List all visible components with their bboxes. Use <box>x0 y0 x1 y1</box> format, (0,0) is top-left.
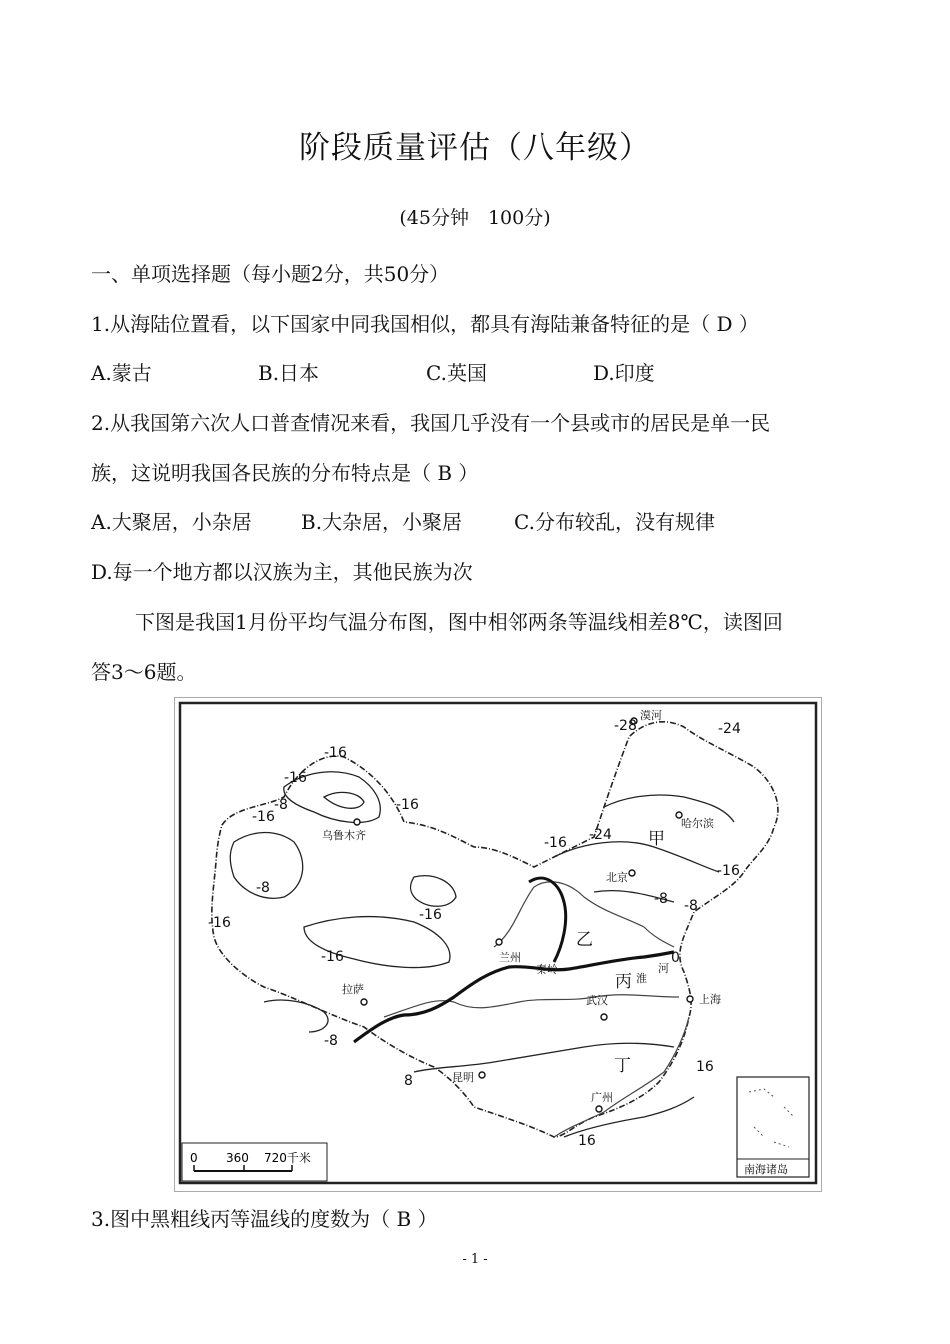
isotherm-value: -8 <box>684 898 698 914</box>
isotherm-value: 8 <box>404 1073 413 1089</box>
isotherm-value: -16 <box>252 809 275 825</box>
scale-end: 720千米 <box>264 1151 311 1165</box>
isotherm-value: -16 <box>396 797 419 813</box>
option-c: C.英国 <box>426 361 487 385</box>
map-scale-bar <box>182 1143 327 1181</box>
city-dot-guangzhou <box>596 1106 602 1112</box>
city-urumqi: 乌鲁木齐 <box>322 829 366 842</box>
map-intro-line2: 答3～6题。 <box>91 660 197 684</box>
question-2-stem-line2: 族，这说明我国各民族的分布特点是（ B ） <box>91 461 479 485</box>
isotherm-value: -16 <box>544 835 567 851</box>
city-guangzhou: 广州 <box>591 1091 613 1104</box>
inset-label: 南海诸岛 <box>744 1163 788 1176</box>
city-dot-kunming <box>479 1072 485 1078</box>
city-shanghai: 上海 <box>699 993 721 1006</box>
city-mohe: 漠河 <box>640 709 662 722</box>
city-dot-lhasa <box>361 999 367 1005</box>
option-b: B.大杂居，小聚居 <box>301 510 463 534</box>
option-b: B.日本 <box>258 361 320 385</box>
isotherm-value: -16 <box>419 907 442 923</box>
isotherm-value: -16 <box>208 915 231 931</box>
isotherm-value: -16 <box>284 770 307 786</box>
label-he: 河 <box>658 962 669 975</box>
isotherm-value: -8 <box>274 797 288 813</box>
isotherm-value: -8 <box>256 880 270 896</box>
isotherm-value: -24 <box>718 721 741 737</box>
isotherm-value: -8 <box>654 891 668 907</box>
isotherm-value: -28 <box>614 718 637 734</box>
question-2-options <box>91 506 715 535</box>
city-dot-lanzhou <box>496 939 502 945</box>
map-intro-line1: 下图是我国1月份平均气温分布图，图中相邻两条等温线相差8℃，读图回 <box>135 610 783 634</box>
city-harbin: 哈尔滨 <box>681 817 714 830</box>
question-3-stem: 3.图中黑粗线丙等温线的度数为（ B ） <box>91 1207 438 1231</box>
isotherm-value: -16 <box>324 745 347 761</box>
option-a: A.蒙古 <box>91 361 152 385</box>
city-kunming: 昆明 <box>452 1071 474 1084</box>
city-wuhan: 武汉 <box>586 994 608 1007</box>
region-yi: 乙 <box>576 930 593 950</box>
isotherm-value: -16 <box>321 949 344 965</box>
exam-duration-score: (45分钟 100分) <box>399 207 551 229</box>
scale-mid: 360 <box>226 1151 249 1165</box>
option-a: A.大聚居，小杂居 <box>91 510 252 534</box>
scale-zero: 0 <box>190 1151 198 1165</box>
south-china-sea-inset <box>737 1077 809 1177</box>
label-qinling: 秦岭 <box>536 963 558 976</box>
city-dot-beijing <box>629 870 635 876</box>
isotherm-value: -16 <box>717 863 740 879</box>
question-1-options <box>91 357 655 386</box>
region-bing: 丙 <box>615 972 632 992</box>
city-lhasa: 拉萨 <box>342 983 364 996</box>
city-dot-shanghai <box>687 996 693 1002</box>
city-beijing: 北京 <box>606 871 628 884</box>
region-jia: 甲 <box>648 829 665 849</box>
isotherm-value: -8 <box>324 1033 338 1049</box>
city-dot-wuhan <box>601 1014 607 1020</box>
region-ding: 丁 <box>614 1056 631 1076</box>
page-number: - 1 - <box>462 1252 488 1267</box>
option-d: D.印度 <box>593 361 655 385</box>
isotherm-value: 16 <box>578 1133 596 1149</box>
city-dot-urumqi <box>354 819 360 825</box>
january-temperature-map <box>174 697 822 1192</box>
question-2-option-d: D.每一个地方都以汉族为主，其他民族为次 <box>91 560 473 584</box>
isotherm-value: 16 <box>696 1059 714 1075</box>
label-huai: 淮 <box>636 972 647 985</box>
isotherm-value: -24 <box>589 827 612 843</box>
section-heading: 一、单项选择题（每小题2分，共50分） <box>91 262 450 286</box>
isotherm-value: 0 <box>671 950 680 966</box>
question-1-stem: 1.从海陆位置看，以下国家中同我国相似，都具有海陆兼备特征的是（ D ） <box>91 312 759 336</box>
city-lanzhou: 兰州 <box>499 951 521 964</box>
option-c: C.分布较乱，没有规律 <box>514 510 715 534</box>
page-title: 阶段质量评估（八年级） <box>299 130 651 166</box>
question-2-stem-line1: 2.从我国第六次人口普查情况来看，我国几乎没有一个县或市的居民是单一民 <box>91 411 771 435</box>
